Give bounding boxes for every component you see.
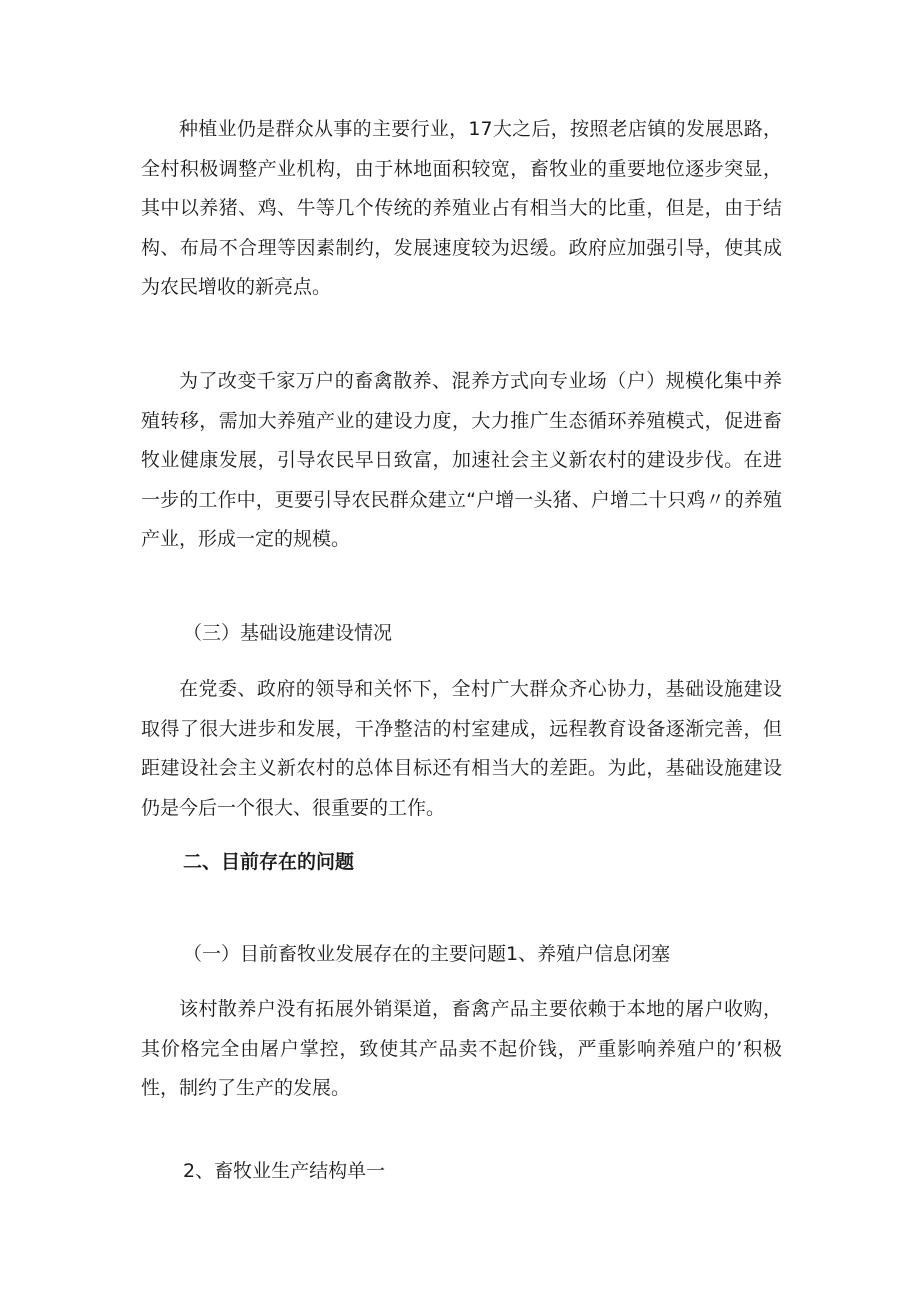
- paragraph-breeding: 为了改变千家万户的畜禽散养、混养方式向专业场（户）规模化集中养殖转移，需加大养殖产业的建设力度，大力推广生态循环养殖模式，促进畜牧业健康发展，引导农民早日致富，加速社会主义新农村的建设步伐。在进一步的工作中，更要引导农民群众建立“户增一头猪、户增二十只鸡〃的养殖产业，形成一定的规模。: [141, 370, 782, 550]
- subheading-infrastructure: （三）基础设施建设情况: [183, 622, 393, 644]
- paragraph-sales-channels: 该村散养户没有拓展外销渠道，畜禽产品主要依赖于本地的屠户收购，其价格完全由屠户掌控，致使其产品卖不起价钱，严重影响养殖户的’积极性，制约了生产的发展。: [141, 998, 782, 1099]
- item-production-structure: 2、畜牧业生产结构单一: [183, 1160, 386, 1182]
- paragraph-infrastructure: 在党委、政府的领导和关怀下，全村广大群众齐心协力，基础设施建设取得了很大进步和发展，干净整洁的村室建成，远程教育设备逐渐完善，但距建设社会主义新农村的总体目标还有相当大的差距。为此，基础设施建设仍是今后一个很大、很重要的工作。: [141, 678, 782, 819]
- paragraph-planting: 种植业仍是群众从事的主要行业，17大之后，按照老店镇的发展思路，全村积极调整产业机构，由于林地面积较宽，畜牧业的重要地位逐步突显，其中以养猪、鸡、牛等几个传统的养殖业占有相当大的比重，但是，由于结构、布局不合理等因素制约，发展速度较为迟缓。政府应加强引导，使其成为农民增收的新亮点。: [141, 118, 782, 298]
- section-heading-problems: 二、目前存在的问题: [183, 851, 355, 873]
- subheading-livestock-problems: （一）目前畜牧业发展存在的主要问题1、养殖户信息闭塞: [183, 943, 671, 965]
